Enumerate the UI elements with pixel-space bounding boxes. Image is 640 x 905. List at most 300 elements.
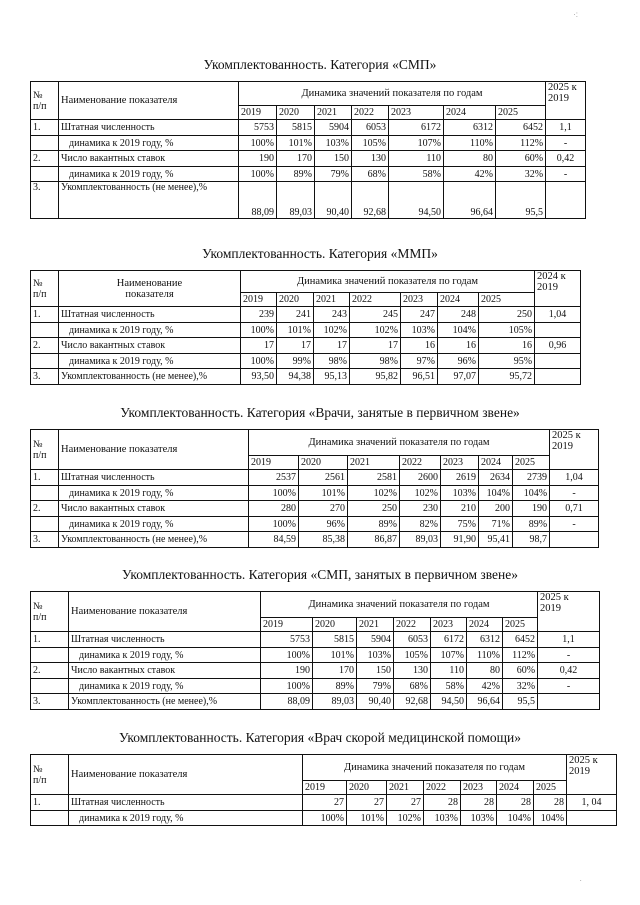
value-cell: 58% <box>431 679 467 694</box>
table-row <box>31 323 581 338</box>
year-header: 2020 <box>299 456 348 470</box>
ratio-cell: - <box>550 486 599 501</box>
value-cell: 250 <box>348 501 400 517</box>
table-row <box>31 517 599 532</box>
ratio-cell: 1,04 <box>535 307 581 323</box>
value-cell: 102% <box>348 486 400 501</box>
row-label: динамика к 2019 году, % <box>59 354 241 369</box>
value-cell: 95% <box>479 354 535 369</box>
year-header: 2023 <box>461 781 497 795</box>
row-label: Штатная численность <box>69 795 303 811</box>
value-cell: 100% <box>241 354 277 369</box>
ratio-cell <box>535 369 581 385</box>
value-cell: 84,59 <box>249 532 299 548</box>
ratio-cell <box>535 354 581 369</box>
ratio-cell <box>550 532 599 548</box>
ratio-cell <box>567 811 617 826</box>
year-header: 2023 <box>431 618 467 632</box>
section-mmp <box>0 246 640 385</box>
value-cell: 6053 <box>352 120 389 136</box>
value-cell: 98% <box>350 354 401 369</box>
value-cell: 98% <box>314 354 350 369</box>
dynamics-header: Динамика значений показателя по годам <box>241 271 535 293</box>
table-title: Укомплектованность. Категория «Врачи, занятые в первичном звене» <box>120 405 520 420</box>
year-header: 2021 <box>357 618 394 632</box>
value-cell: 17 <box>241 338 277 354</box>
year-header: 2025 <box>503 618 538 632</box>
value-cell: 79% <box>315 167 352 182</box>
row-number: 3. <box>31 369 59 385</box>
year-header: 2019 <box>241 293 277 307</box>
value-cell: 105% <box>394 648 431 663</box>
value-cell: 90,40 <box>315 182 352 219</box>
value-cell: 27 <box>303 795 347 811</box>
row-label: Число вакантных ставок <box>59 151 239 167</box>
value-cell: 103% <box>424 811 461 826</box>
ratio-cell: - <box>546 167 586 182</box>
year-header: 2024 <box>467 618 503 632</box>
table-row <box>31 679 600 694</box>
value-cell: 250 <box>479 307 535 323</box>
value-cell: 5753 <box>261 632 313 648</box>
year-header: 2021 <box>348 456 400 470</box>
value-cell: 107% <box>431 648 467 663</box>
ratio-cell <box>546 182 586 219</box>
row-number <box>31 323 59 338</box>
value-cell: 60% <box>503 663 538 679</box>
value-cell: 105% <box>479 323 535 338</box>
value-cell: 85,38 <box>299 532 348 548</box>
name-header: Наименование показателя <box>69 755 303 795</box>
value-cell: 104% <box>497 811 534 826</box>
ratio-cell: 1, 04 <box>567 795 617 811</box>
row-number: 1. <box>31 632 69 648</box>
value-cell: 248 <box>438 307 479 323</box>
value-cell: 5753 <box>239 120 277 136</box>
section-emergency-doctor <box>0 730 640 826</box>
year-header: 2020 <box>277 293 314 307</box>
ratio-header: 2025 к 2019 <box>567 755 617 795</box>
value-cell: 79% <box>357 679 394 694</box>
value-cell: 243 <box>314 307 350 323</box>
value-cell: 230 <box>400 501 441 517</box>
year-header: 2024 <box>479 456 513 470</box>
table-row <box>31 167 586 182</box>
row-number <box>31 648 69 663</box>
year-header: 2025 <box>496 106 546 120</box>
row-number <box>31 486 59 501</box>
value-cell: 96% <box>299 517 348 532</box>
row-number: 2. <box>31 151 59 167</box>
value-cell: 100% <box>241 323 277 338</box>
row-label: динамика к 2019 году, % <box>59 517 249 532</box>
value-cell: 103% <box>441 486 479 501</box>
row-number <box>31 517 59 532</box>
table-title: Укомплектованность. Категория «СМП, занятых в первичном звене» <box>122 567 518 582</box>
header-row <box>31 271 581 293</box>
table-row <box>31 182 586 219</box>
value-cell: 5904 <box>315 120 352 136</box>
value-cell: 92,68 <box>352 182 389 219</box>
value-cell: 150 <box>315 151 352 167</box>
value-cell: 28 <box>497 795 534 811</box>
value-cell: 42% <box>444 167 496 182</box>
name-header: Наименование показателя <box>59 430 249 470</box>
name-header: Наименование показателя <box>59 82 239 120</box>
value-cell: 170 <box>313 663 357 679</box>
value-cell: 60% <box>496 151 546 167</box>
ratio-cell <box>535 323 581 338</box>
value-cell: 6053 <box>394 632 431 648</box>
value-cell: 96,51 <box>401 369 438 385</box>
row-number: 1. <box>31 470 59 486</box>
year-header: 2019 <box>261 618 313 632</box>
value-cell: 100% <box>261 648 313 663</box>
value-cell: 6452 <box>496 120 546 136</box>
value-cell: 2561 <box>299 470 348 486</box>
table-row <box>31 501 599 517</box>
value-cell: 103% <box>357 648 394 663</box>
value-cell: 42% <box>467 679 503 694</box>
value-cell: 2600 <box>400 470 441 486</box>
year-header: 2022 <box>350 293 401 307</box>
value-cell: 101% <box>313 648 357 663</box>
ratio-cell <box>538 694 600 710</box>
value-cell: 239 <box>241 307 277 323</box>
value-cell: 112% <box>496 136 546 151</box>
value-cell: 102% <box>350 323 401 338</box>
row-label: динамика к 2019 году, % <box>59 136 239 151</box>
value-cell: 89% <box>513 517 550 532</box>
value-cell: 92,68 <box>394 694 431 710</box>
value-cell: 103% <box>315 136 352 151</box>
dynamics-header: Динамика значений показателя по годам <box>239 82 546 106</box>
dynamics-header: Динамика значений показателя по годам <box>249 430 550 456</box>
year-header: 2024 <box>497 781 534 795</box>
value-cell: 100% <box>261 679 313 694</box>
value-cell: 104% <box>479 486 513 501</box>
value-cell: 94,50 <box>389 182 444 219</box>
year-header: 2025 <box>513 456 550 470</box>
value-cell: 6172 <box>389 120 444 136</box>
row-number: 3. <box>31 532 59 548</box>
row-label: динамика к 2019 году, % <box>69 648 261 663</box>
value-cell: 2537 <box>249 470 299 486</box>
value-cell: 89% <box>313 679 357 694</box>
ratio-cell: 0,42 <box>538 663 600 679</box>
value-cell: 68% <box>394 679 431 694</box>
value-cell: 32% <box>503 679 538 694</box>
row-label: Штатная численность <box>59 470 249 486</box>
value-cell: 88,09 <box>261 694 313 710</box>
value-cell: 93,50 <box>241 369 277 385</box>
ratio-header: 2025 к 2019 <box>550 430 599 470</box>
value-cell: 91,90 <box>441 532 479 548</box>
row-number: 2. <box>31 663 69 679</box>
ratio-header: 2025 к 2019 <box>538 592 600 632</box>
value-cell: 110 <box>431 663 467 679</box>
value-cell: 95,82 <box>350 369 401 385</box>
dynamics-header: Динамика значений показателя по годам <box>261 592 538 618</box>
num-header: № п/п <box>31 82 59 120</box>
ratio-cell: - <box>546 136 586 151</box>
value-cell: 88,09 <box>239 182 277 219</box>
value-cell: 89,03 <box>400 532 441 548</box>
value-cell: 102% <box>400 486 441 501</box>
value-cell: 80 <box>467 663 503 679</box>
value-cell: 99% <box>277 354 314 369</box>
table-row <box>31 354 581 369</box>
year-header: 2022 <box>352 106 389 120</box>
scan-mark: · <box>579 876 582 885</box>
year-header: 2025 <box>479 293 535 307</box>
value-cell: 82% <box>400 517 441 532</box>
ratio-cell: - <box>538 648 600 663</box>
staffing-table <box>30 429 599 548</box>
row-label: Штатная численность <box>59 120 239 136</box>
ratio-header: 2025 к 2019 <box>546 82 586 120</box>
year-header: 2020 <box>277 106 315 120</box>
value-cell: 104% <box>513 486 550 501</box>
staffing-table <box>30 754 617 826</box>
table-row <box>31 632 600 648</box>
row-label: динамика к 2019 году, % <box>69 679 261 694</box>
value-cell: 16 <box>438 338 479 354</box>
row-label: Число вакантных ставок <box>59 338 241 354</box>
row-label: Число вакантных ставок <box>59 501 249 517</box>
row-label: динамика к 2019 году, % <box>59 323 241 338</box>
value-cell: 90,40 <box>357 694 394 710</box>
value-cell: 96,64 <box>444 182 496 219</box>
year-header: 2023 <box>441 456 479 470</box>
value-cell: 5815 <box>313 632 357 648</box>
row-label: Укомплектованность (не менее),% <box>69 694 261 710</box>
value-cell: 270 <box>299 501 348 517</box>
year-header: 2019 <box>303 781 347 795</box>
name-header: Наименование показателя <box>59 271 241 307</box>
year-header: 2021 <box>387 781 424 795</box>
ratio-cell: 0,71 <box>550 501 599 517</box>
value-cell: 247 <box>401 307 438 323</box>
year-header: 2019 <box>239 106 277 120</box>
row-number: 1. <box>31 307 59 323</box>
value-cell: 2581 <box>348 470 400 486</box>
year-header: 2021 <box>314 293 350 307</box>
value-cell: 105% <box>352 136 389 151</box>
value-cell: 28 <box>461 795 497 811</box>
year-header: 2020 <box>347 781 387 795</box>
row-number <box>31 136 59 151</box>
value-cell: 28 <box>424 795 461 811</box>
section-smp <box>0 57 640 219</box>
year-header: 2024 <box>444 106 496 120</box>
value-cell: 17 <box>277 338 314 354</box>
table-row <box>31 532 599 548</box>
row-label: динамика к 2019 году, % <box>59 167 239 182</box>
value-cell: 100% <box>239 167 277 182</box>
year-header: 2023 <box>401 293 438 307</box>
row-label: Укомплектованность (не менее),% <box>59 369 241 385</box>
value-cell: 110% <box>444 136 496 151</box>
value-cell: 68% <box>352 167 389 182</box>
value-cell: 94,38 <box>277 369 314 385</box>
year-header: 2024 <box>438 293 479 307</box>
value-cell: 101% <box>277 323 314 338</box>
year-header: 2022 <box>424 781 461 795</box>
value-cell: 6312 <box>444 120 496 136</box>
value-cell: 110% <box>467 648 503 663</box>
row-number: 1. <box>31 795 69 811</box>
value-cell: 16 <box>479 338 535 354</box>
value-cell: 95,72 <box>479 369 535 385</box>
value-cell: 94,50 <box>431 694 467 710</box>
value-cell: 200 <box>479 501 513 517</box>
year-header: 2021 <box>315 106 352 120</box>
table-row <box>31 795 617 811</box>
name-header: Наименование показателя <box>69 592 261 632</box>
value-cell: 5815 <box>277 120 315 136</box>
row-number: 1. <box>31 120 59 136</box>
value-cell: 101% <box>347 811 387 826</box>
value-cell: 190 <box>513 501 550 517</box>
value-cell: 95,5 <box>496 182 546 219</box>
value-cell: 96,64 <box>467 694 503 710</box>
table-row <box>31 120 586 136</box>
value-cell: 101% <box>299 486 348 501</box>
value-cell: 210 <box>441 501 479 517</box>
value-cell: 95,41 <box>479 532 513 548</box>
value-cell: 98,7 <box>513 532 550 548</box>
value-cell: 102% <box>387 811 424 826</box>
row-number: 2. <box>31 338 59 354</box>
value-cell: 2634 <box>479 470 513 486</box>
value-cell: 190 <box>261 663 313 679</box>
row-number <box>31 354 59 369</box>
value-cell: 97% <box>401 354 438 369</box>
value-cell: 27 <box>347 795 387 811</box>
value-cell: 71% <box>479 517 513 532</box>
value-cell: 97,07 <box>438 369 479 385</box>
value-cell: 89,03 <box>313 694 357 710</box>
table-row <box>31 663 600 679</box>
row-label: Укомплектованность (не менее),% <box>59 532 249 548</box>
num-header: № п/п <box>31 755 69 795</box>
table-row <box>31 694 600 710</box>
value-cell: 17 <box>350 338 401 354</box>
value-cell: 101% <box>277 136 315 151</box>
value-cell: 280 <box>249 501 299 517</box>
value-cell: 2619 <box>441 470 479 486</box>
num-header: № п/п <box>31 271 59 307</box>
staffing-table <box>30 81 586 219</box>
year-header: 2019 <box>249 456 299 470</box>
value-cell: 245 <box>350 307 401 323</box>
table-row <box>31 307 581 323</box>
value-cell: 27 <box>387 795 424 811</box>
table-row <box>31 811 617 826</box>
value-cell: 103% <box>401 323 438 338</box>
row-label: динамика к 2019 году, % <box>69 811 303 826</box>
ratio-cell: - <box>538 679 600 694</box>
year-header: 2025 <box>534 781 567 795</box>
value-cell: 80 <box>444 151 496 167</box>
value-cell: 100% <box>239 136 277 151</box>
table-row <box>31 648 600 663</box>
ratio-cell: - <box>550 517 599 532</box>
value-cell: 100% <box>303 811 347 826</box>
table-row <box>31 136 586 151</box>
value-cell: 28 <box>534 795 567 811</box>
dynamics-header: Динамика значений показателя по годам <box>303 755 567 781</box>
value-cell: 58% <box>389 167 444 182</box>
value-cell: 104% <box>534 811 567 826</box>
year-header: 2023 <box>389 106 444 120</box>
value-cell: 107% <box>389 136 444 151</box>
value-cell: 100% <box>249 486 299 501</box>
row-label: Число вакантных ставок <box>69 663 261 679</box>
value-cell: 89% <box>277 167 315 182</box>
ratio-cell: 1,1 <box>546 120 586 136</box>
table-title: Укомплектованность. Категория «Врач скорой медицинской помощи» <box>118 730 522 745</box>
row-label: Штатная численность <box>59 307 241 323</box>
staffing-table <box>30 591 600 710</box>
table-title: Укомплектованность. Категория «СМП» <box>203 57 437 72</box>
scan-mark: ·: <box>573 10 578 19</box>
value-cell: 112% <box>503 648 538 663</box>
value-cell: 170 <box>277 151 315 167</box>
num-header: № п/п <box>31 430 59 470</box>
value-cell: 86,87 <box>348 532 400 548</box>
value-cell: 110 <box>389 151 444 167</box>
value-cell: 100% <box>249 517 299 532</box>
value-cell: 5904 <box>357 632 394 648</box>
value-cell: 130 <box>394 663 431 679</box>
header-row <box>31 430 599 456</box>
value-cell: 2739 <box>513 470 550 486</box>
value-cell: 89% <box>348 517 400 532</box>
row-label: Штатная численность <box>69 632 261 648</box>
value-cell: 16 <box>401 338 438 354</box>
num-header: № п/п <box>31 592 69 632</box>
value-cell: 241 <box>277 307 314 323</box>
value-cell: 102% <box>314 323 350 338</box>
value-cell: 17 <box>314 338 350 354</box>
row-label: динамика к 2019 году, % <box>59 486 249 501</box>
ratio-cell: 1,1 <box>538 632 600 648</box>
table-title: Укомплектованность. Категория «ММП» <box>202 246 438 261</box>
section-doctors-primary <box>0 405 640 548</box>
value-cell: 95,13 <box>314 369 350 385</box>
year-header: 2020 <box>313 618 357 632</box>
row-number: 3. <box>31 182 59 219</box>
value-cell: 32% <box>496 167 546 182</box>
value-cell: 96% <box>438 354 479 369</box>
value-cell: 6312 <box>467 632 503 648</box>
value-cell: 190 <box>239 151 277 167</box>
value-cell: 103% <box>461 811 497 826</box>
value-cell: 95,5 <box>503 694 538 710</box>
year-header: 2022 <box>394 618 431 632</box>
table-row <box>31 486 599 501</box>
row-number: 3. <box>31 694 69 710</box>
table-row <box>31 151 586 167</box>
row-number <box>31 167 59 182</box>
table-row <box>31 369 581 385</box>
ratio-cell: 0,42 <box>546 151 586 167</box>
value-cell: 75% <box>441 517 479 532</box>
header-row <box>31 755 617 781</box>
row-number <box>31 679 69 694</box>
